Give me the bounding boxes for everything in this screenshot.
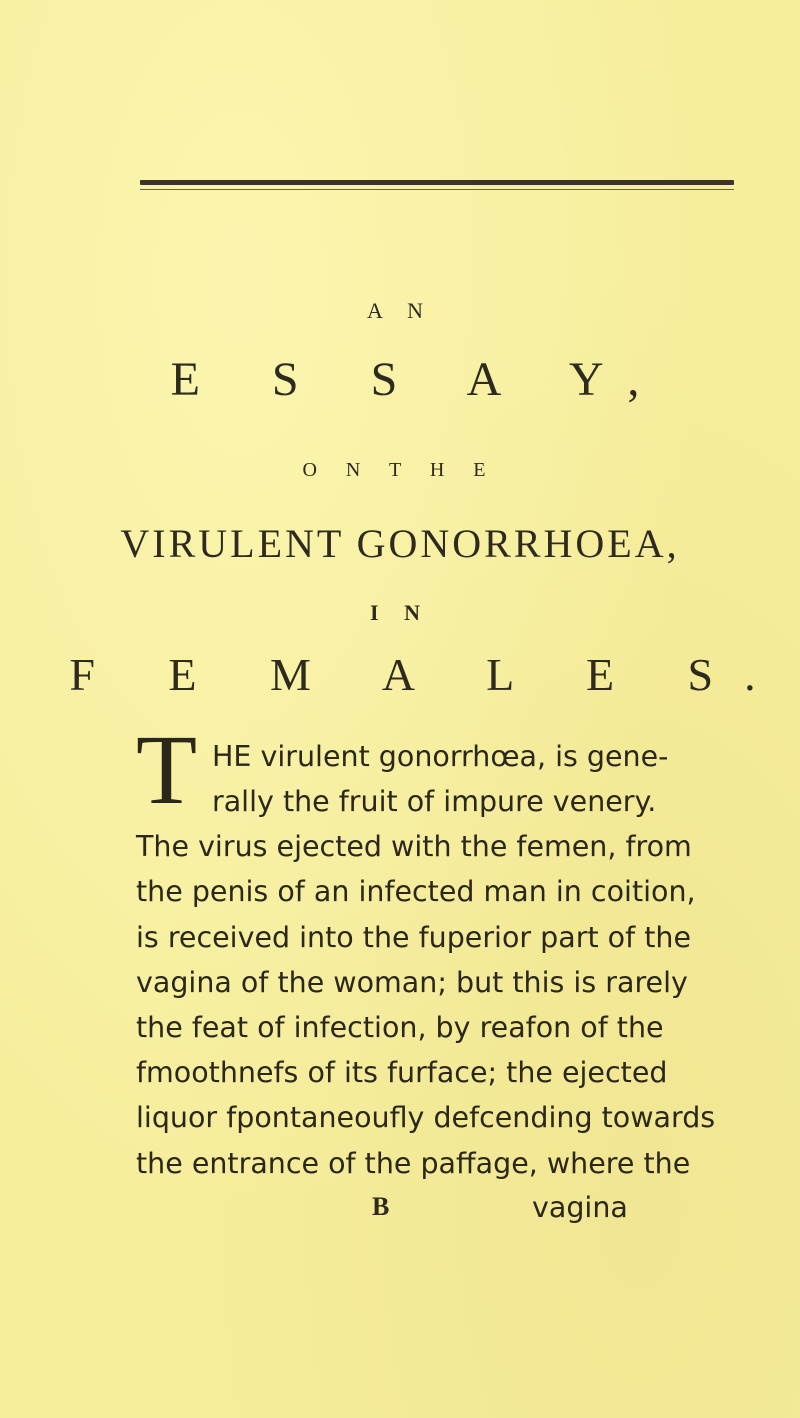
title-in: I N <box>370 600 430 625</box>
text-line: fmoothnefs of its furface; the ejected <box>136 1056 668 1089</box>
title-on-the: O N T H E <box>302 459 498 481</box>
text-line: is received into the fuperior part of the <box>136 921 691 954</box>
text-line: liquor fpontaneoufly defcending towards <box>136 1101 716 1134</box>
drop-cap: T <box>136 714 198 825</box>
text-line: The virus ejected with the femen, from <box>136 830 692 863</box>
catchword: vagina <box>532 1191 628 1224</box>
title-females: F E M A L E S. <box>69 649 787 700</box>
title-an: A N <box>366 298 434 323</box>
text-line: vagina of the woman; but this is rarely <box>136 966 688 999</box>
text-line: the penis of an infected man in coition, <box>136 875 696 908</box>
title-essay: E S S A Y, <box>170 353 670 406</box>
title-subject: VIRULENT GONORRHOEA, <box>120 521 680 566</box>
text-line: the feat of infection, by reafon of the <box>136 1011 664 1044</box>
text-line: rally the fruit of impure venery. <box>212 785 657 818</box>
signature-mark: B <box>372 1192 390 1221</box>
text-line: the entrance of the paffage, where the <box>136 1147 691 1180</box>
text-line: HE virulent gonorrhœa, is gene- <box>212 740 669 773</box>
